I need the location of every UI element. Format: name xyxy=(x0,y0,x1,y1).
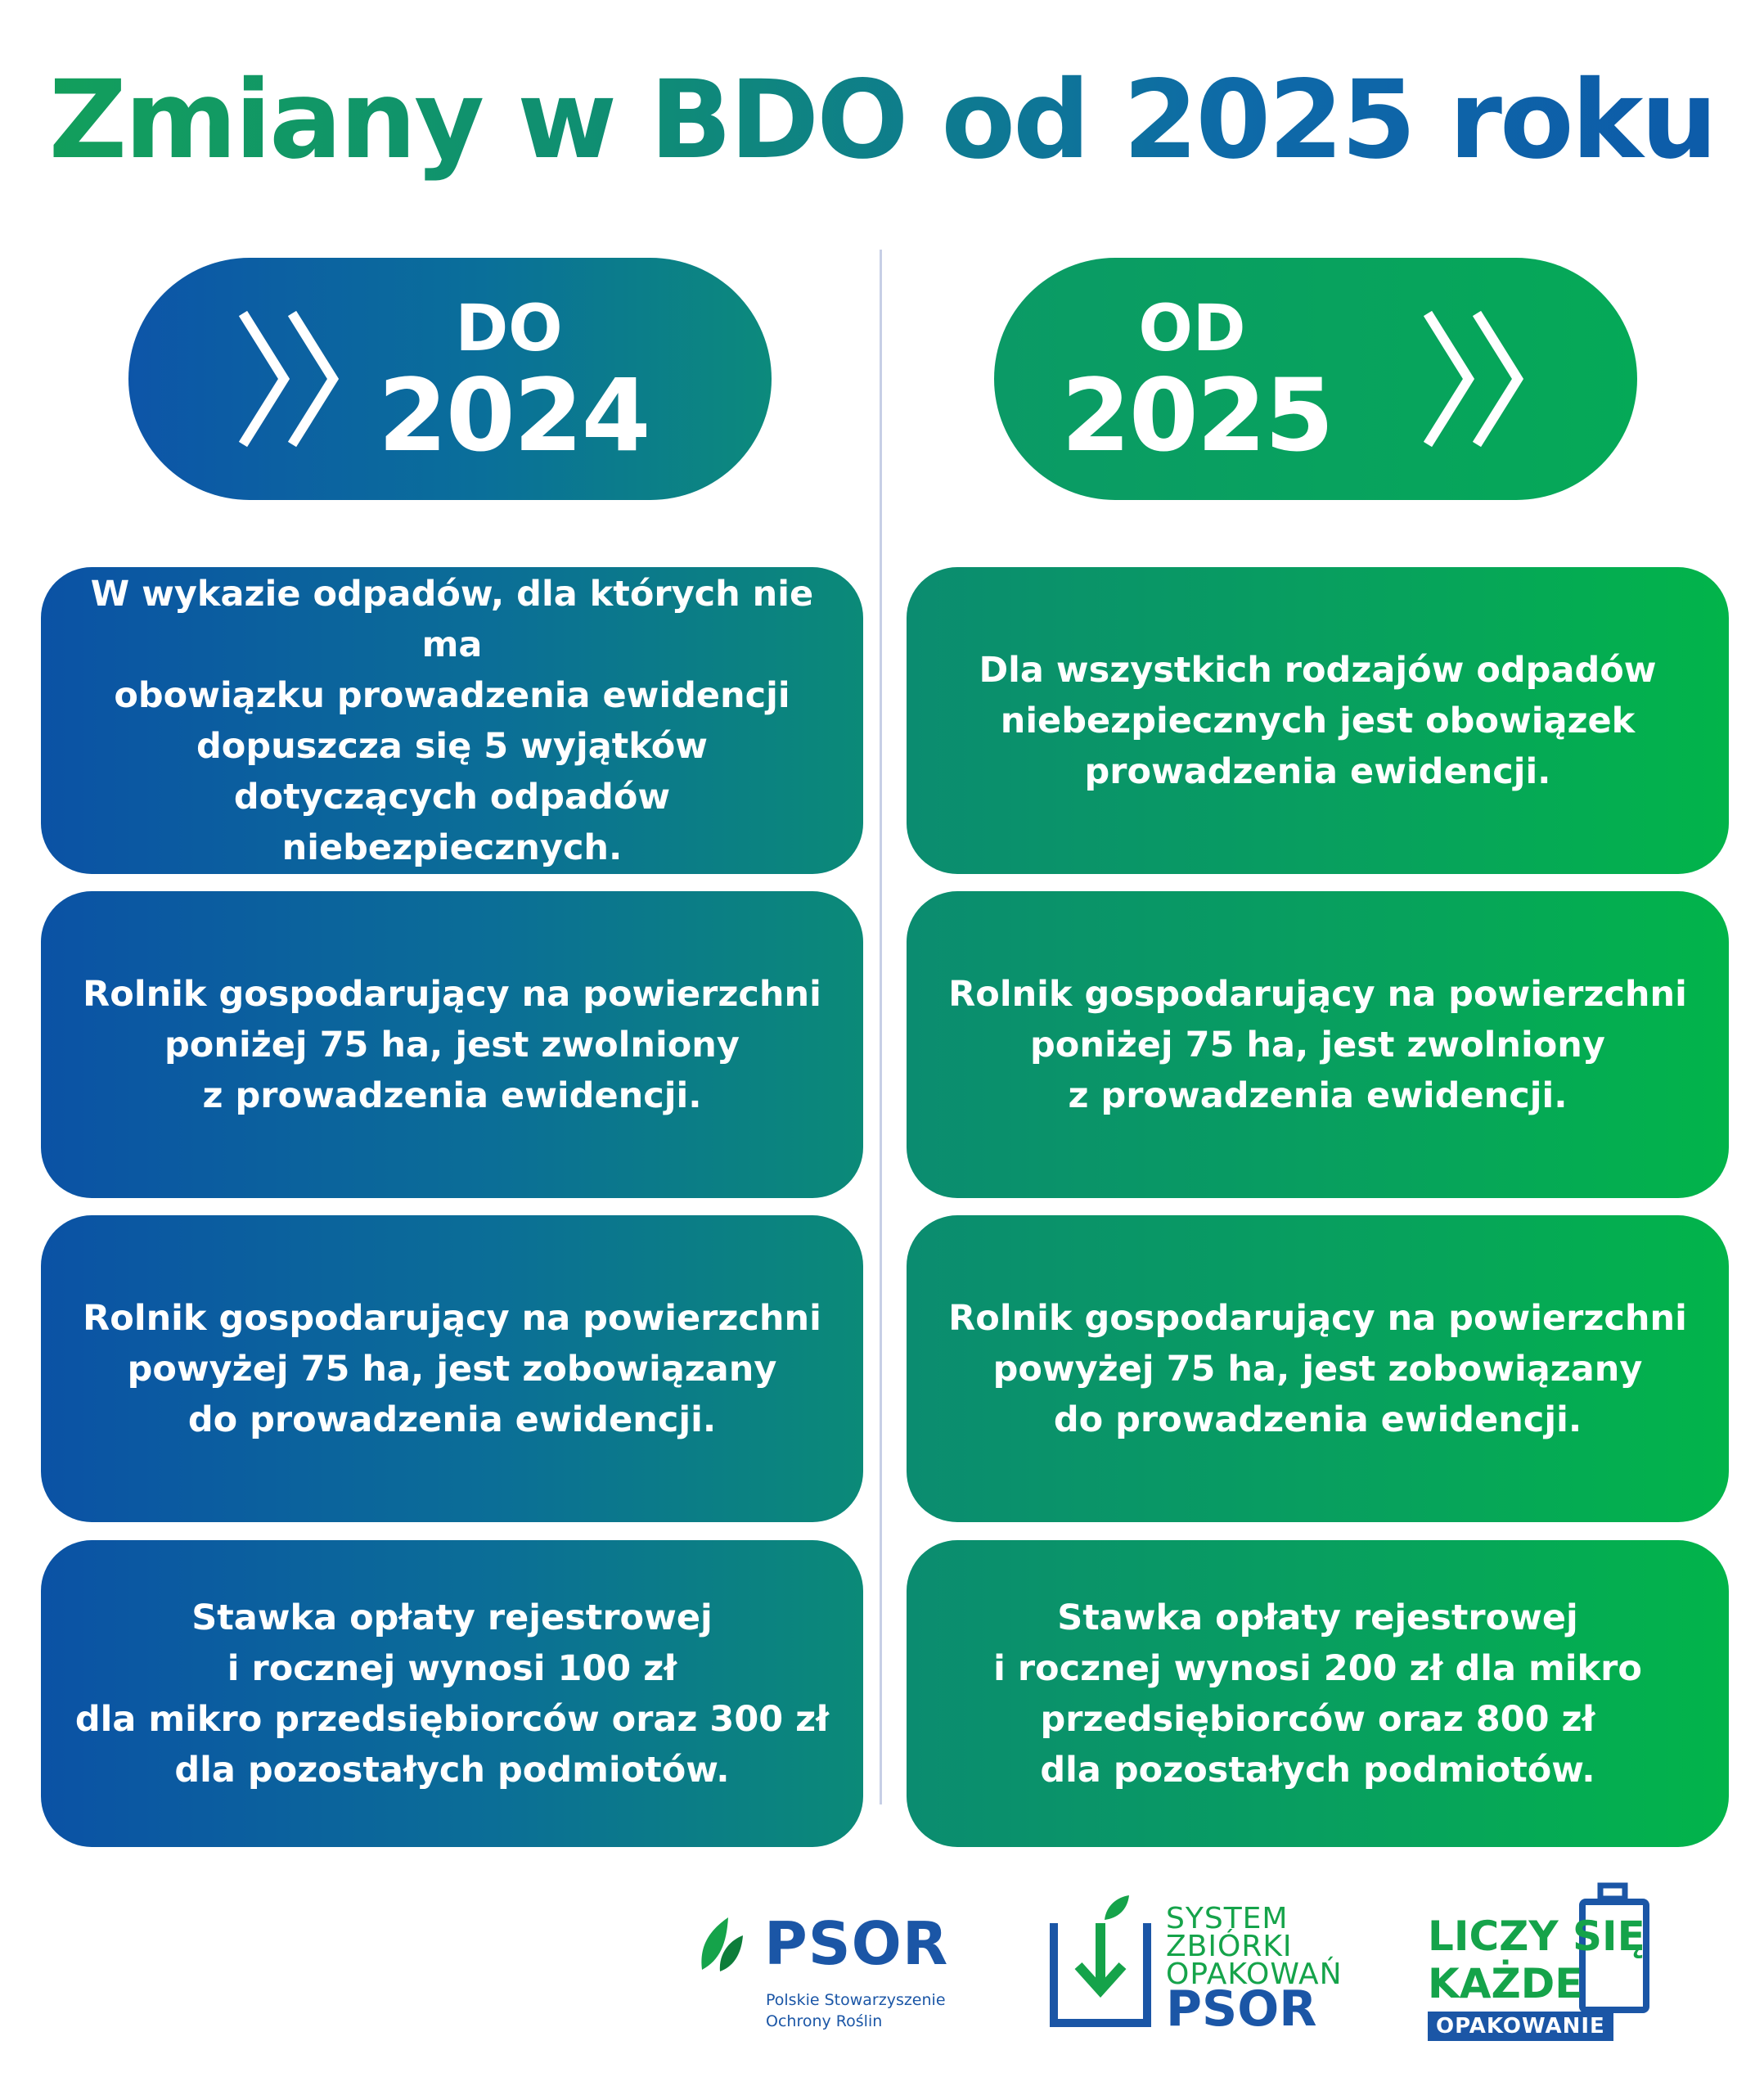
card-text: Stawka opłaty rejestrowej i rocznej wynosi 200 zł dla mikro przedsiębiorców oraz 800 zł dla pozostałych podmiotów. xyxy=(993,1597,1642,1791)
header-do-2024 xyxy=(128,258,772,500)
card-left-4 xyxy=(41,1540,863,1847)
header-year: 2025 xyxy=(1061,358,1333,474)
system-zbiorki-logo xyxy=(1047,1890,1343,2038)
card-text: Rolnik gospodarujący na powierzchni powyżej 75 ha, jest zobowiązany do prowadzenia ewidencji. xyxy=(83,1297,821,1440)
card-text: Dla wszystkich rodzajów odpadów niebezpiecznych jest obowiązek prowadzenia ewidencji. xyxy=(979,649,1657,792)
header-label: DO xyxy=(455,292,563,366)
card-right-1 xyxy=(907,567,1729,874)
card-left-3 xyxy=(41,1215,863,1522)
double-chevron-right-icon xyxy=(235,305,349,453)
header-od-2025 xyxy=(994,258,1637,500)
card-text: Rolnik gospodarujący na powierzchni poniżej 75 ha, jest zwolniony z prowadzenia ewidencji. xyxy=(948,973,1687,1116)
card-left-2 xyxy=(41,891,863,1198)
card-left-1 xyxy=(41,567,863,874)
card-text: Stawka opłaty rejestrowej i rocznej wynosi 100 zł dla mikro przedsiębiorców oraz 300 zł dla pozostałych podmiotów. xyxy=(74,1597,830,1791)
system-text: SYSTEM ZBIÓRKI OPAKOWAŃ xyxy=(1166,1902,1343,1991)
column-divider xyxy=(880,250,882,1804)
card-right-4 xyxy=(907,1540,1729,1847)
card-right-3 xyxy=(907,1215,1729,1522)
opakowanie-badge: OPAKOWANIE xyxy=(1428,2012,1613,2041)
double-chevron-right-icon xyxy=(1420,305,1534,453)
liczy-sie-kazde-logo xyxy=(1428,1882,1665,2038)
card-text: Rolnik gospodarujący na powierzchni poniżej 75 ha, jest zwolniony z prowadzenia ewidencji. xyxy=(83,973,821,1116)
card-text: W wykazie odpadów, dla których nie ma obowiązku prowadzenia ewidencji dopuszcza się 5 wyjątków dotyczących odpadów niebezpiecznych. xyxy=(90,573,814,868)
liczy-sie-text: LICZY SIĘ xyxy=(1428,1913,1645,1960)
card-text: Rolnik gospodarujący na powierzchni powyżej 75 ha, jest zobowiązany do prowadzenia ewidencji. xyxy=(948,1297,1687,1440)
header-year: 2024 xyxy=(378,358,650,474)
psor-logo xyxy=(695,1911,974,2034)
psor-subtitle: Polskie Stowarzyszenie Ochrony Roślin xyxy=(766,1991,946,2030)
header-label: OD xyxy=(1138,292,1246,366)
collection-box-icon xyxy=(1047,1890,1154,2030)
page-title: Zmiany w BDO od 2025 roku xyxy=(0,51,1764,190)
card-right-2 xyxy=(907,891,1729,1198)
psor-name: PSOR xyxy=(764,1909,949,1978)
system-psor-name: PSOR xyxy=(1166,1980,1317,2038)
leaf-icon xyxy=(695,1911,745,1976)
kazde-text: KAŻDE xyxy=(1428,1960,1583,2007)
